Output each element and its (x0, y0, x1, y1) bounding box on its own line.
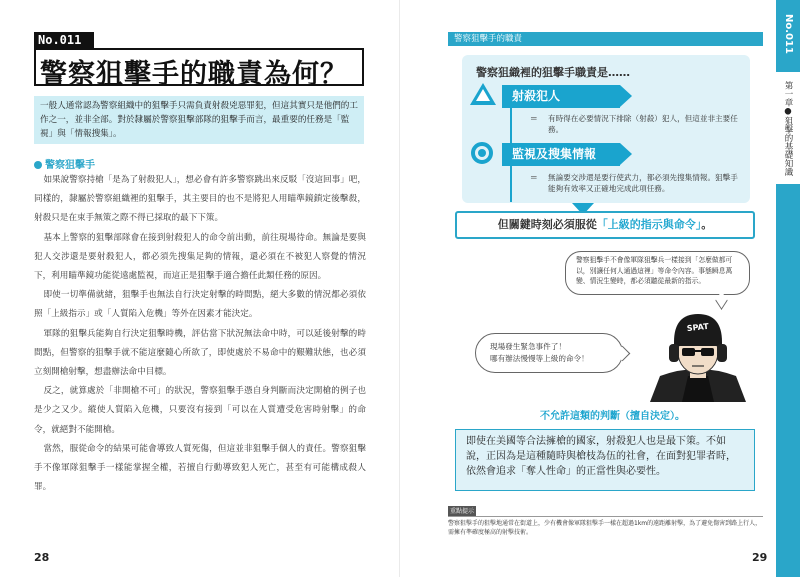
intro-summary: 一般人通常認為警察組織中的狙擊手只需負責射殺兇惡罪犯，但這其實只是他們的工作之一，並非全部。對於隸屬於警察狙擊部隊的狙擊手而言，最重要的任務是「監視」與「情報搜集」。 (34, 96, 364, 144)
section-heading (34, 156, 95, 171)
body-text (34, 171, 366, 497)
note-text: 警察狙擊手的狙擊地通常在街道上，少有機會像軍隊狙擊手一樣在超過1km的遠距離射擊，為了避免傷害到路上行人，需擁有準確度極高的射擊技術。 (448, 520, 762, 536)
helmet-text: SPAT (686, 321, 710, 334)
connector-line (510, 166, 512, 202)
sunglasses-bridge (694, 350, 702, 352)
ear-guard-right (717, 344, 727, 362)
title-box (34, 48, 364, 90)
speech-bubble-emergency: 現場發生緊急事件了！ 哪有辦法慢慢等上級的命令！ (475, 333, 623, 373)
paragraph: 當然，服從命令的結果可能會導致人質死傷，但這並非狙擊手個人的責任。警察狙擊手不像軍隊狙擊手一樣能掌握全權，若擅自行動導致犯人死亡，甚至有可能構成殺人罪。 (34, 443, 366, 493)
section-heading-text: 警察狙擊手 (45, 160, 95, 171)
bullet-dot-icon (34, 161, 42, 169)
note-divider (448, 516, 763, 517)
warning-text: 不允許這類的判斷（擅自決定）。 (540, 411, 685, 422)
paragraph: 即使一切準備就緒，狙擊手也無法自行決定射擊的時間點，絕大多數的情況都必須依照「上級指示」或「人質陷入危機」等外在因素才能決定。 (34, 290, 366, 320)
diagram-header: 警察狙擊手的職責 (448, 32, 763, 46)
ring-icon (471, 142, 493, 164)
paragraph: 反之，就算處於「非開槍不可」的狀況，警察狙擊手憑自身判斷而決定開槍的例子也是少之又少。縱使人質陷入危機，只要沒有接到「可以在人質遭受危害時射擊」的命令，就絕對不能開槍。 (34, 386, 366, 435)
key-statement-box (455, 211, 755, 239)
sunglasses-right (701, 348, 714, 356)
side-chapter-title: 第一章●狙擊的基礎知識 (776, 72, 800, 184)
page-number-right: 29 (752, 551, 768, 564)
topic-number-label: No.011 (34, 32, 94, 48)
page-title: 警察狙擊手的職責為何？ (40, 59, 348, 90)
equals-sign: ＝ (530, 114, 538, 123)
sniper-illustration (638, 302, 758, 402)
paragraph: 基本上警察的狙擊部隊會在接到射殺犯人的命令前出動，前往現場待命。無論是要與犯人交涉還是要射殺犯人，都必須先搜集足夠的情報，還必須在不被犯人察覺的情況下，利用瞄準鏡功能從遠處監視，而這正是狙擊手適合擔任此類任務的原因。 (34, 232, 366, 282)
key-statement-prefix: 但關鍵時刻必須服從 (497, 218, 597, 231)
equals-sign: ＝ (530, 173, 538, 182)
duty-description-text: 無論要交涉還是要行使武力，都必須先搜集情報。狙擊手能夠有效率又正確地完成此項任務。 (548, 173, 738, 193)
duty-label-shoot: 射殺犯人 (502, 85, 620, 108)
duty-label-surveillance: 監視及搜集情報 (502, 143, 620, 166)
speech-bubble-orders: 警察狙擊手不會像軍隊狙擊兵一樣接到「怎麼做都可以，別讓任何人通過這裡」等命令內容。事態瞬息萬變、情況生變時，都必須聽從最新的指示。 (565, 251, 750, 295)
key-statement-suffix: 。 (701, 218, 713, 231)
duty-description-text: 有時得在必要情況下排除（射殺）犯人，但這並非主要任務。 (548, 114, 738, 134)
summary-box: 即使在美國等合法擁槍的國家，射殺犯人也是最下策。不如說，正因為是這種隨時與槍枝為伍的社會，在面對犯罪者時，依然會追求「奪人性命」的正當性與必要性。 (455, 429, 755, 491)
sunglasses-left (682, 348, 695, 356)
duty-description-surveillance (530, 172, 742, 194)
right-page (400, 0, 800, 577)
duties-panel (462, 55, 750, 203)
ear-guard-left (669, 344, 679, 362)
duty-description-shoot (530, 113, 742, 135)
side-topic-number: No.011 (783, 14, 794, 54)
key-statement-highlight: 「上級的指示與命令」 (596, 218, 702, 231)
note-label: 重點提示 (449, 508, 474, 515)
panel-title: 警察狙織裡的狙擊手職責是…… (476, 66, 630, 79)
paragraph: 如果說警察持槍「是為了射殺犯人」，想必會有許多警察跳出來反駁「沒這回事」吧，同樣的，隸屬於警察組織裡的狙擊手，其主要目的也不是將犯人用瞄準鏡鎖定後擊殺，射殺只是在束手無策之際不得已採取的最下下策。 (34, 175, 366, 224)
page-number-left: 28 (34, 551, 50, 564)
paragraph: 軍隊的狙擊兵能夠自行決定狙擊時機，評估當下狀況無法命中時，可以延後射擊的時間點，但警察的狙擊手就不能這麼隨心所欲了，即使處於不易命中的艱難狀態，也必須立刻開槍射擊，想盡辦法命中目標。 (34, 328, 366, 378)
triangle-icon (470, 83, 496, 105)
chapter-side-tab (776, 0, 800, 577)
